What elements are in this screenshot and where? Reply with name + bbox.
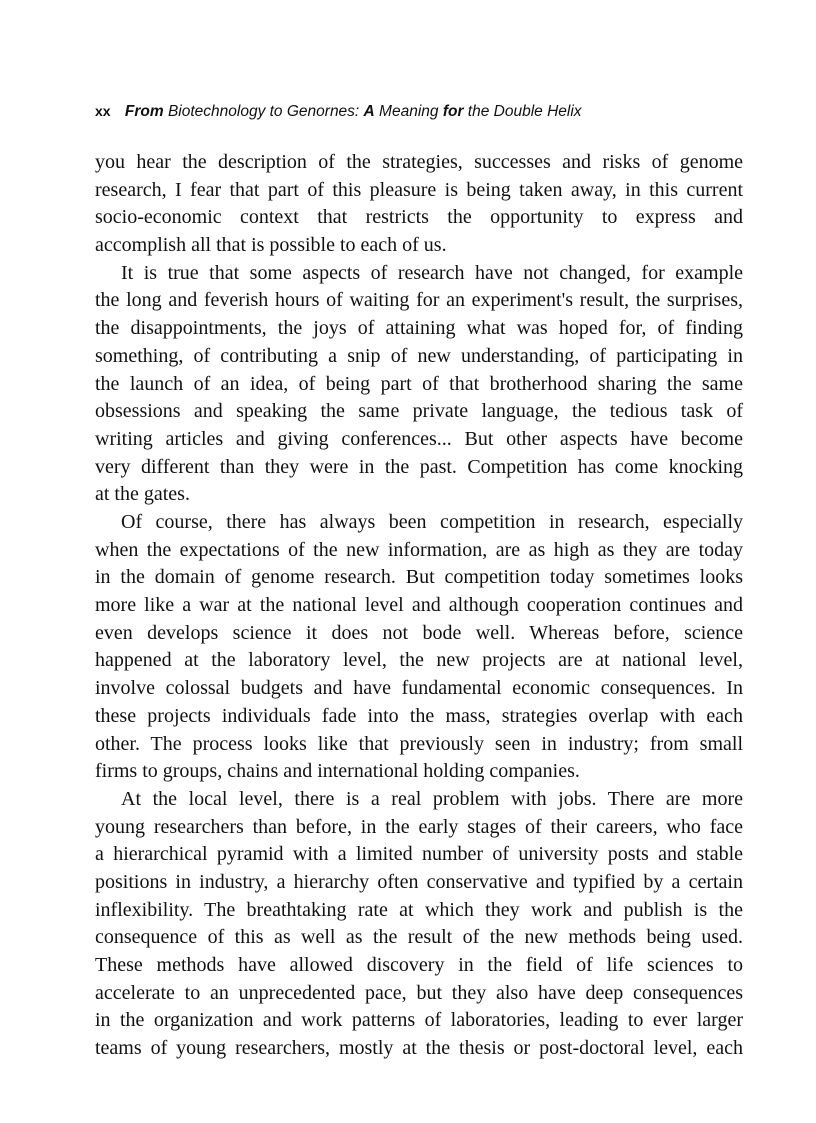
- text-line: you hear the description of the strategies, successes and risks of genome: [95, 151, 743, 173]
- text-line: even develops science it does not bode well. Whereas before, science: [95, 621, 743, 644]
- title-part: From: [124, 103, 164, 120]
- text-line: very different than they were in the past. Competition has come knocking: [95, 455, 743, 478]
- text-line: the launch of an idea, of being part of that brotherhood sharing the same: [95, 372, 743, 395]
- body-text-top: [95, 149, 743, 509]
- paragraph: [95, 149, 743, 260]
- text-line: the disappointments, the joys of attaining what was hoped for, of finding: [95, 317, 743, 340]
- text-line: positions in industry, a hierarchy often conservative and typified by a certain: [95, 870, 743, 893]
- text-line: in the domain of genome research. But competition today sometimes looks: [95, 566, 743, 589]
- text-line: research, I fear that part of this pleasure is being taken away, in this current: [95, 178, 743, 201]
- text-line: At the local level, there is a real problem with jobs. There are more: [121, 787, 743, 810]
- text-line: These methods have allowed discovery in the field of life sciences to: [95, 954, 743, 976]
- text-line: obsessions and speaking the same private language, the tedious task of: [95, 400, 743, 423]
- body-text-bottom: [95, 509, 743, 1063]
- text-line: writing articles and giving conferences... But other aspects have become: [95, 427, 743, 450]
- text-line: socio-economic context that restricts the opportunity to express and: [95, 206, 743, 229]
- page-number: xx: [95, 103, 111, 119]
- text-line: the long and feverish hours of waiting for an experiment's result, the surprises,: [95, 289, 743, 312]
- text-line: Of course, there has always been competition in research, especially: [121, 511, 743, 533]
- text-line: more like a war at the national level and although cooperation continues and: [95, 594, 743, 617]
- text-line: accelerate to an unprecedented pace, but they also have deep consequences: [95, 981, 743, 1004]
- title-part: Biotechnology to Genornes:: [163, 103, 364, 120]
- title-part: A: [363, 103, 375, 120]
- title-part: for: [442, 103, 464, 120]
- text-line: happened at the laboratory level, the new projects are at national level,: [95, 649, 743, 672]
- paragraph: [95, 786, 743, 1063]
- title-part: Meaning: [374, 103, 443, 120]
- text-line: something, of contributing a snip of new understanding, of participating in: [95, 344, 743, 367]
- paragraph: [95, 260, 743, 509]
- text-line: young researchers than before, in the early stages of their careers, who face: [95, 815, 743, 838]
- text-line: teams of young researchers, mostly at the thesis or post-doctoral level, each: [95, 1037, 743, 1060]
- text-line: a hierarchical pyramid with a limited number of university posts and stable: [95, 843, 743, 866]
- text-line: these projects individuals fade into the mass, strategies overlap with each: [95, 704, 743, 727]
- text-line: firms to groups, chains and international holding companies.: [95, 760, 580, 783]
- text-line: inflexibility. The breathtaking rate at which they work and publish is the: [95, 898, 743, 921]
- text-line: at the gates.: [95, 483, 190, 506]
- text-line: consequence of this as well as the result of the new methods being used.: [95, 926, 743, 949]
- paragraph: [95, 509, 743, 786]
- text-line: involve colossal budgets and have fundamental economic consequences. In: [95, 677, 743, 700]
- text-line: other. The process looks like that previously seen in industry; from small: [95, 732, 743, 755]
- text-line: accomplish all that is possible to each of us.: [95, 234, 447, 257]
- text-line: in the organization and work patterns of laboratories, leading to ever larger: [95, 1009, 743, 1032]
- text-line: It is true that some aspects of research have not changed, for example: [121, 261, 743, 284]
- running-header: [95, 103, 582, 121]
- text-line: when the expectations of the new information, are as high as they are today: [95, 538, 743, 561]
- title-part: the Double Helix: [463, 103, 582, 120]
